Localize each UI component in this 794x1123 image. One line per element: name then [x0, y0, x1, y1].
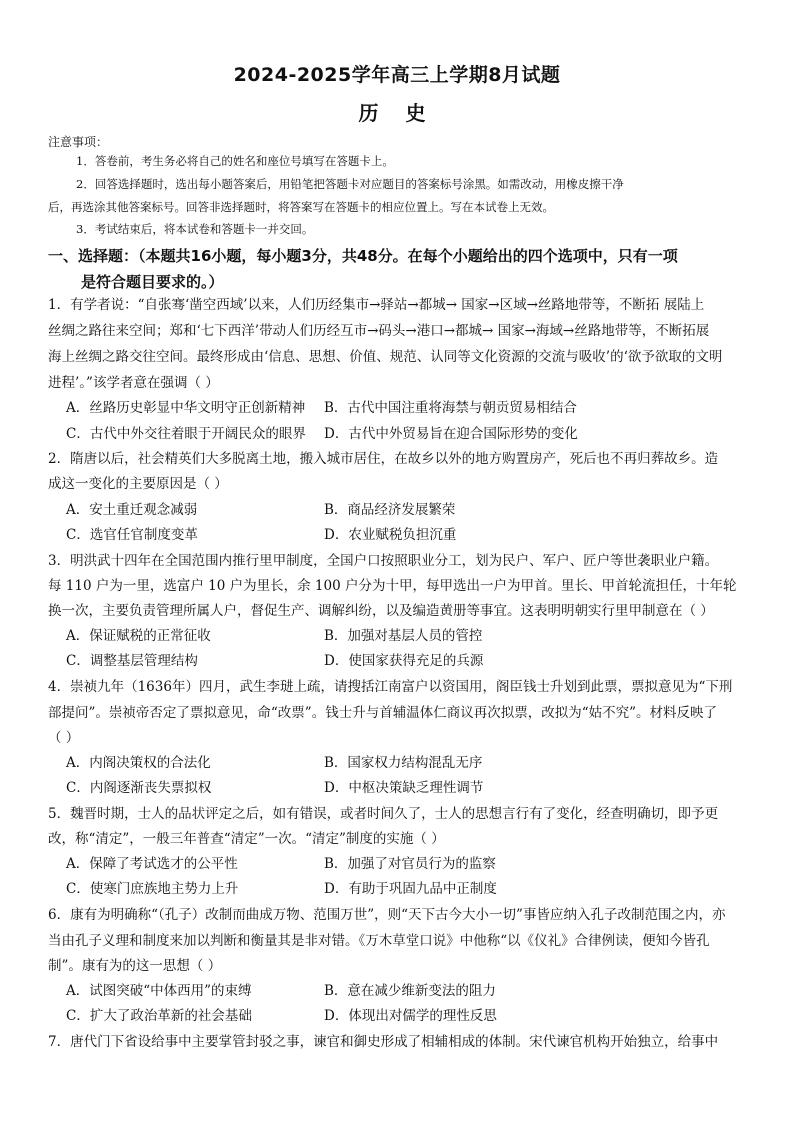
question-2-option-b: B．商品经济发展繁荣 — [324, 502, 456, 518]
question-3-option-a: A．保证赋税的正常征收 — [66, 628, 211, 644]
exam-title: 2024-2025学年高三上学期8月试题 — [233, 64, 561, 86]
question-6-option-d: D．体现出对儒学的理性反思 — [324, 1008, 497, 1024]
question-1-line: 丝绸之路往来空间；郑和‘七下西洋’带动人们历经互市→码头→港口→都城→ 国家→海域→丝路地带等，不断拓展 — [48, 323, 710, 339]
question-2-option-c: C．选官任官制度变革 — [66, 527, 198, 543]
subject-title: 历 史 — [358, 101, 436, 125]
question-3-option-b: B．加强对基层人员的管控 — [324, 628, 483, 644]
question-6-option-b: B．意在减少维新变法的阻力 — [324, 983, 496, 999]
question-4-option-c: C．内阁逐渐丧失票拟权 — [66, 780, 212, 796]
question-5-line: 改，称“清定”，一般三年普查“清定”一次。“清定”制度的实施（ ） — [48, 831, 445, 847]
section-heading-line: 是符合题目要求的。） — [81, 273, 224, 291]
question-6-option-a: A．试图突破“中体西用”的束缚 — [66, 983, 252, 999]
question-6-line: 当由孔子义理和制度来加以判断和衡量其是非对错。《万木草堂口说》中他称“以《仪礼》合律例读，便知今皆孔 — [48, 933, 710, 949]
question-1-line: 1．有学者说：“自张骞‘凿空西域’以来，人们历经集市→驿站→都城→ 国家→区域→丝路地带等，不断拓 展陆上 — [48, 297, 705, 313]
question-1-line: 进程’。”该学者意在强调（ ） — [48, 375, 219, 391]
section-heading-line: 一、选择题：（本题共16小题，每小题3分，共48分。在每个小题给出的四个选项中，只有一项 — [48, 247, 678, 265]
question-5-option-b: B．加强了对官员行为的监察 — [324, 856, 496, 872]
question-2-option-a: A．安土重迁观念减弱 — [66, 502, 198, 518]
question-1-option-c: C．古代中外交往着眼于开阔民众的眼界 — [66, 426, 306, 442]
question-3-option-d: D．使国家获得充足的兵源 — [324, 653, 484, 669]
question-2-line: 成这一变化的主要原因是（ ） — [48, 476, 228, 492]
question-1-option-d: D．古代中外贸易旨在迎合国际形势的变化 — [324, 426, 578, 442]
note-line: 2．回答选择题时，选出每小题答案后，用铅笔把答题卡对应题目的答案标号涂黑。如需改动，用橡皮擦干净 — [76, 177, 624, 191]
question-6-option-c: C．扩大了政治革新的社会基础 — [66, 1008, 252, 1024]
note-line: 3．考试结束后，将本试卷和答题卡一并交回。 — [76, 222, 314, 236]
question-3-line: 每 110 户为一里，选富户 10 户为里长，余 100 户分为十甲，每甲选出一户为甲首。里长、甲首轮流担任，十年轮 — [48, 578, 737, 594]
question-6-line: 制”。康有为的这一思想（ ） — [48, 958, 222, 974]
question-7-line: 7．唐代门下省设给事中主要掌管封驳之事，谏官和御史形成了相辅相成的体制。宋代谏官机构开始独立，给事中 — [48, 1034, 719, 1050]
section-heading — [48, 243, 758, 295]
question-3-line: 3．明洪武十四年在全国范围内推行里甲制度，全国户口按照职业分工，划为民户、军户、匠户等世袭职业户籍。 — [48, 553, 719, 569]
question-3-option-c: C．调整基层管理结构 — [66, 653, 198, 669]
note-line: 1．答卷前，考生务必将自己的姓名和座位号填写在答题卡上。 — [76, 154, 394, 168]
question-2-line: 2．隋唐以后，社会精英们大多脱离土地，搬入城市居住，在故乡以外的地方购置房产，死后也不再归葬故乡。造 — [48, 451, 719, 467]
question-4-option-b: B．国家权力结构混乱无序 — [324, 755, 483, 771]
question-4-line: 4．崇祯九年（1636年）四月，武生李琎上疏，请搜括江南富户以资国用，阁臣钱士升划到此票，票拟意见为“下刑 — [48, 679, 733, 695]
question-5-line: 5．魏晋时期，士人的品状评定之后，如有错误，或者时间久了，士人的思想言行有了变化，经查明确切，即予更 — [48, 806, 719, 822]
notes-heading: 注意事项： — [48, 135, 109, 149]
question-2-option-d: D．农业赋税负担沉重 — [324, 527, 457, 543]
question-1-option-b: B．古代中国注重将海禁与朝贡贸易相结合 — [324, 400, 577, 416]
question-4-line: （ ） — [48, 730, 80, 746]
question-5-option-a: A．保障了考试选才的公平性 — [66, 856, 238, 872]
question-6-line: 6．康有为明确称“（孔子）改制而曲成万物、范围万世”，则“天下古今大小一切”事皆应纳入孔子改制范围之内，亦 — [48, 907, 726, 923]
note-line: 后，再选涂其他答案标号。回答非选择题时，将答案写在答题卡的相应位置上。写在本试卷上无效。 — [48, 200, 554, 214]
question-1-line: 海上丝绸之路交往空间。最终形成由‘信息、思想、价值、规范、认同等文化资源的交流与吸收’的‘欲予欲取的文明 — [48, 349, 723, 365]
question-5-option-c: C．使寒门庶族地主势力上升 — [66, 881, 239, 897]
question-3-line: 换一次，主要负责管理所属人户，督促生产、调解纠纷，以及编造黄册等事宜。这表明明朝实行里甲制意在（ ） — [48, 603, 714, 619]
question-4-option-a: A．内阁决策权的合法化 — [66, 755, 211, 771]
question-1-option-a: A．丝路历史彰显中华文明守正创新精神 — [66, 400, 306, 416]
question-4-line: 部提问”。崇祯帝否定了票拟意见，命“改票”。钱士升与首辅温体仁商议再次拟票，改拟为“姑不究”。材料反映了 — [48, 705, 718, 721]
question-4-option-d: D．中枢决策缺乏理性调节 — [324, 780, 484, 796]
question-5-option-d: D．有助于巩固九品中正制度 — [324, 881, 497, 897]
